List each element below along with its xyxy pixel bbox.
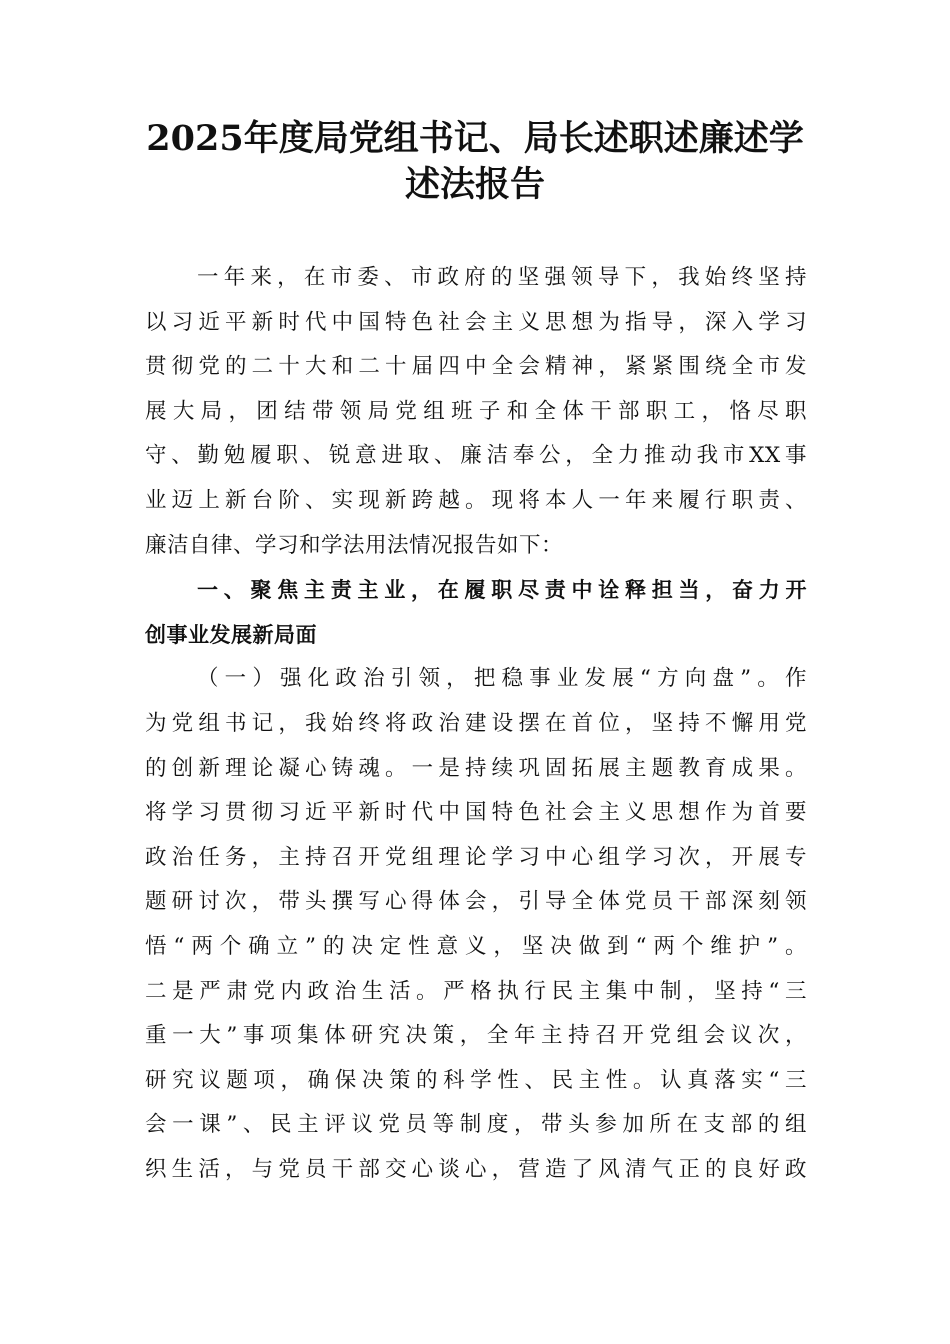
paragraph-line: 廉洁自律、学习和学法用法情况报告如下： — [145, 532, 564, 558]
paragraph-line: 政治任务，主持召开党组理论学习中心组学习次，开展专 — [145, 844, 807, 870]
paragraph-line: 展大局，团结带领局党组班子和全体干部职工，恪尽职 — [145, 398, 807, 424]
document-title — [145, 116, 805, 208]
section-heading-line: 一、聚焦主责主业，在履职尽责中诠释担当，奋力开 — [197, 578, 807, 603]
paragraph-line: （一）强化政治引领，把稳事业发展“方向盘”。作 — [197, 666, 807, 692]
paragraph-line: 以习近平新时代中国特色社会主义思想为指导，深入学习 — [145, 309, 807, 335]
paragraph-line: 守、勤勉履职、锐意进取、廉洁奉公，全力推动我市XX事 — [145, 443, 807, 469]
document-body — [145, 256, 807, 1192]
paragraph-line: 研究议题项，确保决策的科学性、民主性。认真落实“三 — [145, 1067, 807, 1093]
paragraph-line: 为党组书记，我始终将政治建设摆在首位，坚持不懈用党 — [145, 710, 807, 736]
paragraph-line: 贯彻党的二十大和二十届四中全会精神，紧紧围绕全市发 — [145, 354, 807, 380]
paragraph-line: 织生活，与党员干部交心谈心，营造了风清气正的良好政 — [145, 1156, 807, 1182]
paragraph-line: 重一大”事项集体研究决策，全年主持召开党组会议次， — [145, 1023, 807, 1049]
paragraph-line: 一年来，在市委、市政府的坚强领导下，我始终坚持 — [197, 265, 807, 290]
paragraph-line: 业迈上新台阶、实现新跨越。现将本人一年来履行职责、 — [145, 487, 807, 513]
paragraph-line: 将学习贯彻习近平新时代中国特色社会主义思想作为首要 — [145, 800, 807, 826]
section-heading-line: 创事业发展新局面 — [145, 622, 317, 647]
paragraph-line: 会一课”、民主评议党员等制度，带头参加所在支部的组 — [145, 1112, 807, 1138]
paragraph-line: 二是严肃党内政治生活。严格执行民主集中制，坚持“三 — [145, 978, 807, 1004]
title-line-2: 述法报告 — [404, 164, 545, 205]
title-line-1: 2025年度局党组书记、局长述职述廉述学 — [146, 118, 804, 159]
paragraph-line: 题研讨次，带头撰写心得体会，引导全体党员干部深刻领 — [145, 889, 807, 915]
paragraph-line: 的创新理论凝心铸魂。一是持续巩固拓展主题教育成果。 — [145, 755, 807, 781]
paragraph-line: 悟“两个确立”的决定性意义，坚决做到“两个维护”。 — [145, 933, 807, 959]
